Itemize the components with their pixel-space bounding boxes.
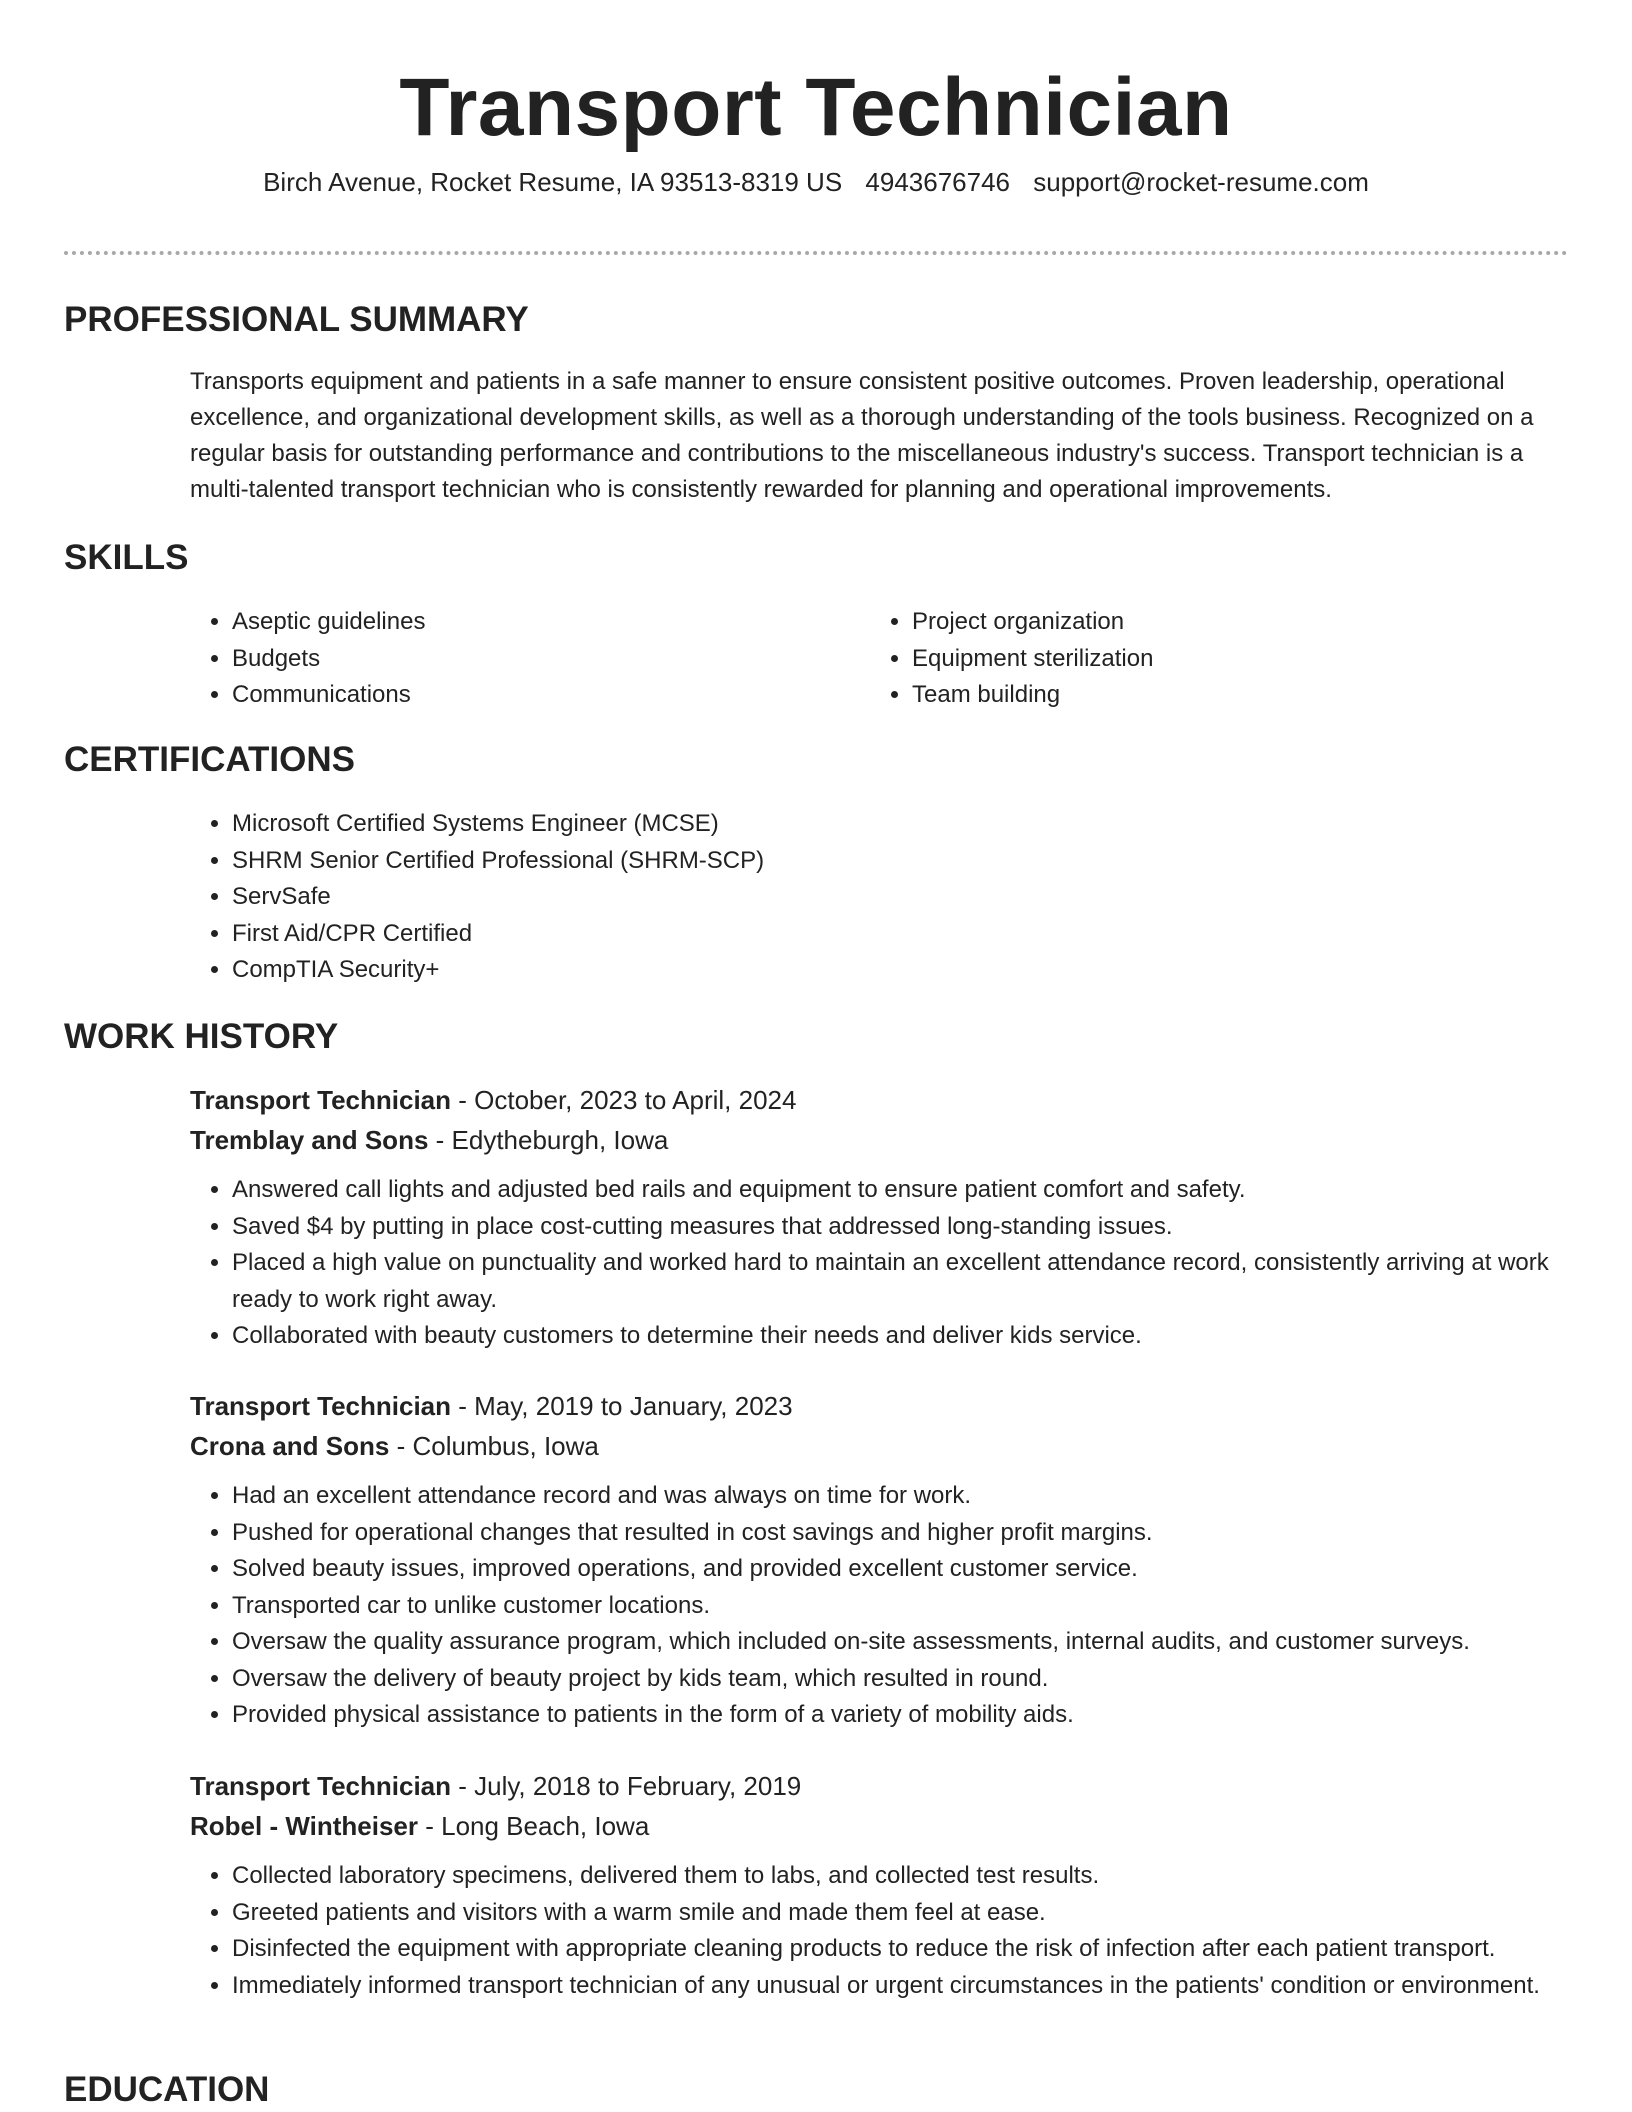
job-title-line xyxy=(190,1080,1568,1120)
skill-item: • Budgets xyxy=(232,641,810,678)
job-location: - Long Beach, Iowa xyxy=(418,1811,650,1841)
skill-item: • Project organization xyxy=(912,604,1490,641)
certification-item: • Microsoft Certified Systems Engineer (MCSE) xyxy=(232,806,1568,843)
job-company-line xyxy=(190,1120,1568,1160)
skills-list-right xyxy=(870,604,1490,714)
job-role: Transport Technician xyxy=(190,1771,452,1801)
job-entry xyxy=(190,1386,1568,1734)
summary-heading: PROFESSIONAL SUMMARY xyxy=(64,300,529,339)
certification-item: • CompTIA Security+ xyxy=(232,952,1568,989)
certification-item: • First Aid/CPR Certified xyxy=(232,916,1568,953)
work-history-heading: WORK HISTORY xyxy=(64,1017,339,1056)
job-bullet: • Oversaw the delivery of beauty project by kids team, which resulted in round. xyxy=(232,1661,1568,1698)
certification-item: • ServSafe xyxy=(232,879,1568,916)
header-divider xyxy=(64,251,1568,255)
candidate-name: Transport Technician xyxy=(399,62,1233,153)
job-dates: - May, 2019 to January, 2023 xyxy=(451,1391,793,1421)
job-bullet: • Answered call lights and adjusted bed rails and equipment to ensure patient comfort and safety. xyxy=(232,1172,1568,1209)
job-title-line xyxy=(190,1766,1568,1806)
skills-left-column xyxy=(190,604,810,714)
job-role: Transport Technician xyxy=(190,1085,452,1115)
certification-item: • SHRM Senior Certified Professional (SHRM-SCP) xyxy=(232,843,1568,880)
education-heading: EDUCATION xyxy=(64,2070,270,2109)
job-company-line xyxy=(190,1426,1568,1466)
contact-address: Birch Avenue, Rocket Resume, IA 93513-8319 US xyxy=(263,167,843,197)
job-bullet: • Had an excellent attendance record and was always on time for work. xyxy=(232,1478,1568,1515)
summary-text: Transports equipment and patients in a safe manner to ensure consistent positive outcomes. Proven leadership, operational excellence, and organizational development skills, as well as a thorough understanding of the tools business. Recognized on a regular basis for outstanding performance and contributions to the miscellaneous industry's success. Transport technician is a multi-talented transport technician who is consistently rewarded for planning and operational improvements. xyxy=(190,368,1534,503)
job-bullet: • Saved $4 by putting in place cost-cutting measures that addressed long-standing issues. xyxy=(232,1209,1568,1246)
skill-item: • Team building xyxy=(912,677,1490,714)
job-company: Crona and Sons xyxy=(190,1431,390,1461)
job-location: - Columbus, Iowa xyxy=(389,1431,599,1461)
job-bullet: • Greeted patients and visitors with a warm smile and made them feel at ease. xyxy=(232,1895,1568,1932)
job-bullets xyxy=(190,1858,1568,2004)
job-bullet: • Collected laboratory specimens, delivered them to labs, and collected test results. xyxy=(232,1858,1568,1895)
skill-item: • Equipment sterilization xyxy=(912,641,1490,678)
skills-list-left xyxy=(190,604,810,714)
contact-phone: 4943676746 xyxy=(865,167,1011,197)
job-bullet: • Immediately informed transport technician of any unusual or urgent circumstances in the patients' condition or environment. xyxy=(232,1968,1568,2005)
job-dates: - July, 2018 to February, 2019 xyxy=(451,1771,802,1801)
contact-email[interactable]: support@rocket-resume.com xyxy=(1033,167,1369,197)
job-bullets xyxy=(190,1172,1568,1355)
job-company: Robel - Wintheiser xyxy=(190,1811,419,1841)
job-entry xyxy=(190,1080,1568,1355)
job-location: - Edytheburgh, Iowa xyxy=(428,1125,669,1155)
job-company: Tremblay and Sons xyxy=(190,1125,429,1155)
job-dates: - October, 2023 to April, 2024 xyxy=(451,1085,797,1115)
skills-right-column xyxy=(870,604,1490,714)
job-bullet: • Disinfected the equipment with appropriate cleaning products to reduce the risk of infection after each patient transport. xyxy=(232,1931,1568,1968)
summary-section xyxy=(190,364,1568,508)
job-bullet: • Transported car to unlike customer locations. xyxy=(232,1588,1568,1625)
job-entry xyxy=(190,1766,1568,2004)
skills-heading: SKILLS xyxy=(64,538,189,577)
job-bullet: • Provided physical assistance to patients in the form of a variety of mobility aids. xyxy=(232,1697,1568,1734)
job-bullet: • Oversaw the quality assurance program, which included on-site assessments, internal audits, and customer surveys. xyxy=(232,1624,1568,1661)
job-role: Transport Technician xyxy=(190,1391,452,1421)
certifications-heading: CERTIFICATIONS xyxy=(64,740,356,779)
job-title-line xyxy=(190,1386,1568,1426)
certifications-section xyxy=(190,806,1568,989)
job-bullet: • Solved beauty issues, improved operations, and provided excellent customer service. xyxy=(232,1551,1568,1588)
skill-item: • Communications xyxy=(232,677,810,714)
job-company-line xyxy=(190,1806,1568,1846)
job-bullet: • Collaborated with beauty customers to determine their needs and deliver kids service. xyxy=(232,1318,1568,1355)
contact-line xyxy=(0,165,1632,199)
certifications-list xyxy=(190,806,1568,989)
job-bullet: • Placed a high value on punctuality and worked hard to maintain an excellent attendance record, consistently arriving at work ready to work right away. xyxy=(232,1245,1568,1318)
skill-item: • Aseptic guidelines xyxy=(232,604,810,641)
job-bullets xyxy=(190,1478,1568,1734)
job-bullet: • Pushed for operational changes that resulted in cost savings and higher profit margins. xyxy=(232,1515,1568,1552)
